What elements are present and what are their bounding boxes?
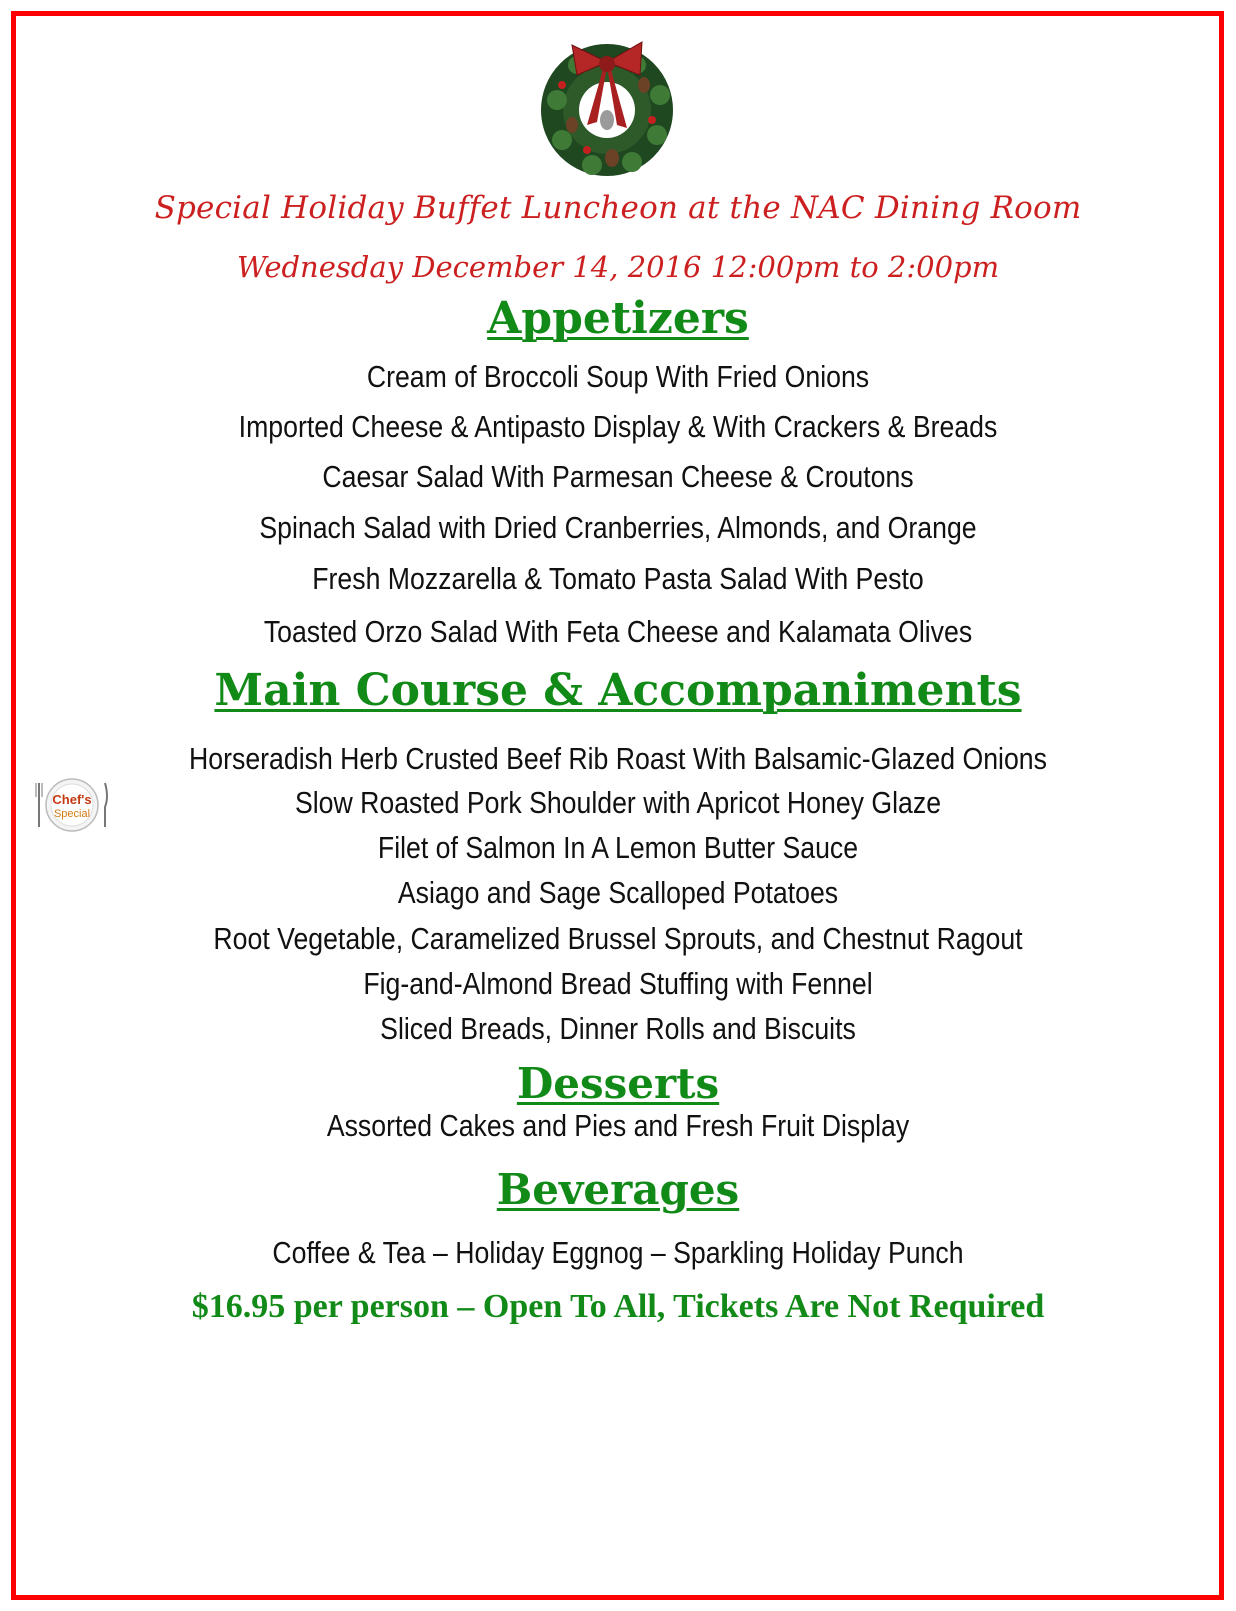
appetizers-heading: Appetizers: [487, 293, 749, 344]
chef-badge-line1: Chef's: [52, 792, 92, 807]
main-course-item: Sliced Breads, Dinner Rolls and Biscuits: [380, 1011, 856, 1046]
appetizer-item: Imported Cheese & Antipasto Display & With Crackers & Breads: [238, 409, 998, 444]
appetizer-item: Spinach Salad with Dried Cranberries, Almonds, and Orange: [259, 510, 977, 545]
desserts-heading: Desserts: [516, 1059, 720, 1108]
appetizer-item: Caesar Salad With Parmesan Cheese & Croutons: [322, 459, 914, 494]
price-line: $16.95 per person – Open To All, Tickets Are Not Required: [191, 1288, 1045, 1325]
dessert-item: Assorted Cakes and Pies and Fresh Fruit Display: [326, 1108, 910, 1143]
main-course-item: Asiago and Sage Scalloped Potatoes: [397, 875, 839, 910]
main-course-item: Filet of Salmon In A Lemon Butter Sauce: [377, 830, 859, 865]
appetizer-item: Toasted Orzo Salad With Feta Cheese and Kalamata Olives: [263, 614, 973, 649]
event-date-time: Wednesday December 14, 2016 12:00pm to 2:00pm: [236, 250, 1000, 284]
main-course-item: Slow Roasted Pork Shoulder with Apricot Honey Glaze: [294, 785, 942, 820]
main-course-item: Fig-and-Almond Bread Stuffing with Fennel: [363, 966, 873, 1001]
appetizer-item: Fresh Mozzarella & Tomato Pasta Salad With Pesto: [312, 561, 924, 596]
appetizer-item: Cream of Broccoli Soup With Fried Onions: [366, 359, 870, 394]
main-course-item: Horseradish Herb Crusted Beef Rib Roast With Balsamic-Glazed Onions: [189, 741, 1047, 776]
event-title: Special Holiday Buffet Luncheon at the NAC Dining Room: [154, 190, 1082, 226]
main-course-heading: Main Course & Accompaniments: [214, 665, 1022, 716]
christmas-wreath-icon: [532, 30, 682, 180]
beverages-heading: Beverages: [496, 1165, 740, 1214]
main-course-item: Root Vegetable, Caramelized Brussel Sprouts, and Chestnut Ragout: [213, 921, 1023, 956]
chef-badge-line2: Special: [53, 808, 91, 820]
beverage-item: Coffee & Tea – Holiday Eggnog – Sparkling Holiday Punch: [272, 1235, 964, 1270]
